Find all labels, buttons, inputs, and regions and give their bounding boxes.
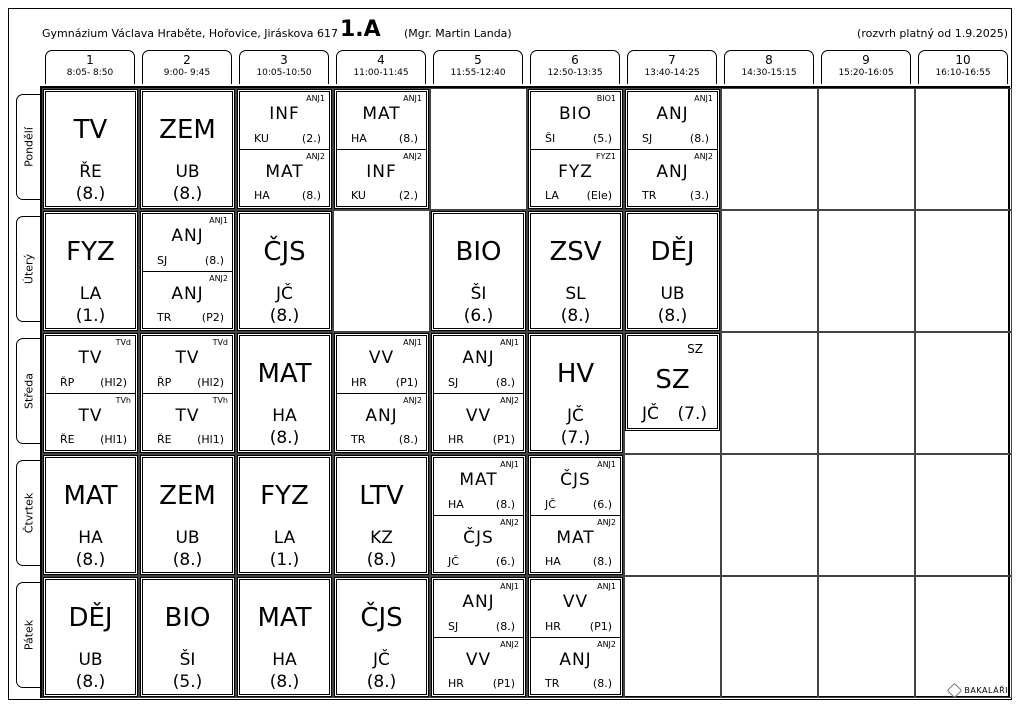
lesson-group-part xyxy=(434,393,523,450)
lesson-card[interactable] xyxy=(140,455,235,575)
lesson-room: (8.) xyxy=(592,677,612,690)
lesson-room: (8.) xyxy=(269,428,300,448)
lesson-card[interactable] xyxy=(625,89,720,209)
lesson-subject: DĚJ xyxy=(68,603,113,633)
lesson-subject: INF xyxy=(269,104,300,124)
lesson-card[interactable] xyxy=(140,211,235,331)
period-number: 6 xyxy=(571,53,579,67)
period-time: 11:00-11:45 xyxy=(353,68,409,78)
lesson-subject: FYZ xyxy=(66,237,115,267)
period-header-7 xyxy=(627,50,717,84)
lesson-teacher: SJ xyxy=(157,254,168,267)
lesson-group: ANJ1 xyxy=(694,94,713,103)
class-teacher: (Mgr. Martin Landa) xyxy=(404,27,512,40)
lesson-room: (P1) xyxy=(492,433,515,446)
class-name: 1.A xyxy=(340,17,381,42)
timetable-cell xyxy=(430,88,527,210)
lesson-card[interactable] xyxy=(528,211,623,331)
lesson-subject: INF xyxy=(366,162,397,182)
lesson-card[interactable] xyxy=(528,333,623,453)
lesson-subject: HV xyxy=(556,359,595,389)
lesson-card[interactable] xyxy=(140,333,235,453)
lesson-card[interactable] xyxy=(334,89,429,209)
lesson-teacher: ŘP xyxy=(60,376,75,389)
lesson-group-part xyxy=(143,336,232,393)
lesson-group: TVh xyxy=(212,396,228,405)
school-name: Gymnázium Václava Hraběte, Hořovice, Jiráskova 617 xyxy=(42,27,338,40)
period-number: 8 xyxy=(765,53,773,67)
lesson-card[interactable] xyxy=(140,577,235,697)
lesson-card[interactable] xyxy=(431,577,526,697)
lesson-teacher: HA xyxy=(351,132,367,145)
timetable-cell xyxy=(721,576,818,698)
period-time: 9:00- 9:45 xyxy=(163,68,211,78)
lesson-subject: DĚJ xyxy=(650,237,695,267)
lesson-subject: TV xyxy=(78,406,103,426)
lesson-group-part xyxy=(240,149,329,206)
period-number: 10 xyxy=(955,53,971,67)
day-label-5 xyxy=(16,582,40,688)
lesson-card[interactable] xyxy=(528,89,623,209)
lesson-room: (8.) xyxy=(269,306,300,326)
period-time: 11:55-12:40 xyxy=(450,68,506,78)
lesson-room: (7.) xyxy=(560,428,591,448)
lesson-subject: ANJ xyxy=(559,650,592,670)
timetable-cell xyxy=(624,454,721,576)
lesson-subject: ANJ xyxy=(462,592,495,612)
bakalari-logo-icon xyxy=(947,683,963,699)
period-header-1 xyxy=(45,50,135,84)
lesson-card[interactable] xyxy=(334,577,429,697)
lesson-subject: BIO xyxy=(164,603,211,633)
lesson-teacher: KU xyxy=(254,132,269,145)
lesson-subject: VV xyxy=(465,650,492,670)
lesson-teacher: HR xyxy=(448,433,464,446)
lesson-card[interactable] xyxy=(43,455,138,575)
lesson-card[interactable] xyxy=(528,577,623,697)
lesson-room: (8.) xyxy=(398,433,418,446)
lesson-room: (8.) xyxy=(172,184,203,204)
period-time: 12:50-13:35 xyxy=(547,68,603,78)
lesson-room: (P1) xyxy=(589,620,612,633)
lesson-subject: ANJ xyxy=(365,406,398,426)
brand-logo xyxy=(949,685,1008,696)
lesson-group: ANJ1 xyxy=(500,338,519,347)
period-header-6 xyxy=(530,50,620,84)
timetable-grid xyxy=(40,86,1010,698)
lesson-group-part xyxy=(337,92,426,149)
lesson-group: ANJ1 xyxy=(209,216,228,225)
timetable-cell xyxy=(624,576,721,698)
day-label-2 xyxy=(16,216,40,322)
timetable-cell xyxy=(721,210,818,332)
lesson-room: (Hl2) xyxy=(100,376,127,389)
lesson-room: (3.) xyxy=(689,189,709,202)
period-header-5 xyxy=(433,50,523,84)
lesson-teacher: JČ xyxy=(373,650,390,670)
lesson-room: (Hl1) xyxy=(197,433,224,446)
lesson-group-part xyxy=(434,580,523,637)
lesson-group: ANJ1 xyxy=(306,94,325,103)
lesson-group-part xyxy=(531,92,620,149)
timetable-cell xyxy=(333,210,430,332)
lesson-subject: ANJ xyxy=(656,104,689,124)
lesson-teacher: SJ xyxy=(448,376,459,389)
lesson-group: ANJ1 xyxy=(403,94,422,103)
period-number: 5 xyxy=(474,53,482,67)
period-header-8 xyxy=(724,50,814,84)
lesson-group-part xyxy=(434,458,523,515)
lesson-room: (6.) xyxy=(463,306,494,326)
lesson-room: (8.) xyxy=(204,254,224,267)
lesson-subject: ZEM xyxy=(159,481,216,511)
lesson-teacher: JČ xyxy=(448,555,459,568)
lesson-teacher: UB xyxy=(175,528,200,548)
timetable-cell xyxy=(915,210,1012,332)
lesson-room: (1.) xyxy=(75,306,106,326)
period-time: 14:30-15:15 xyxy=(741,68,797,78)
lesson-teacher: TR xyxy=(351,433,366,446)
day-name: Pondělí xyxy=(22,127,35,167)
lesson-teacher: HR xyxy=(545,620,561,633)
lesson-group: ANJ2 xyxy=(694,152,713,161)
lesson-teacher: HA xyxy=(78,528,103,548)
timetable-cell xyxy=(818,454,915,576)
lesson-group: ANJ2 xyxy=(500,640,519,649)
lesson-subject: MAT xyxy=(556,528,595,548)
lesson-subject: ČJS xyxy=(463,528,494,548)
lesson-teacher: HA xyxy=(272,406,297,426)
lesson-subject: LTV xyxy=(359,481,404,511)
timetable-cell xyxy=(915,576,1012,698)
lesson-room: (8.) xyxy=(495,376,515,389)
lesson-subject: MAT xyxy=(362,104,401,124)
lesson-teacher: TR xyxy=(545,677,560,690)
lesson-subject: TV xyxy=(175,348,200,368)
lesson-teacher: JČ xyxy=(276,284,293,304)
timetable-cell xyxy=(818,210,915,332)
period-time: 16:10-16:55 xyxy=(935,68,991,78)
lesson-group: ANJ2 xyxy=(597,640,616,649)
lesson-teacher: ŘE xyxy=(157,433,172,446)
lesson-group: ANJ1 xyxy=(403,338,422,347)
lesson-card[interactable] xyxy=(431,455,526,575)
lesson-group: ANJ2 xyxy=(403,396,422,405)
lesson-room: (8.) xyxy=(269,672,300,692)
lesson-card[interactable] xyxy=(237,455,332,575)
lesson-subject: ANJ xyxy=(656,162,689,182)
lesson-teacher: ŘP xyxy=(157,376,172,389)
lesson-group: FYZ1 xyxy=(595,152,616,161)
lesson-group: ANJ2 xyxy=(306,152,325,161)
lesson-teacher: UB xyxy=(660,284,685,304)
timetable-cell xyxy=(818,332,915,454)
lesson-subject: TV xyxy=(175,406,200,426)
lesson-teacher: ŘE xyxy=(60,433,75,446)
lesson-room: (P2) xyxy=(201,311,224,324)
lesson-group-part xyxy=(628,92,717,149)
lesson-room: (P1) xyxy=(492,677,515,690)
lesson-group: ANJ1 xyxy=(597,582,616,591)
lesson-room: (8.) xyxy=(495,620,515,633)
lesson-room: (Ele) xyxy=(586,189,612,202)
lesson-group: TVh xyxy=(115,396,131,405)
timetable-cell xyxy=(721,454,818,576)
lesson-room: (6.) xyxy=(592,498,612,511)
lesson-subject: MAT xyxy=(459,470,498,490)
lesson-teacher: SJ xyxy=(448,620,459,633)
lesson-teacher: UB xyxy=(78,650,103,670)
lesson-card[interactable] xyxy=(334,455,429,575)
lesson-subject: ANJ xyxy=(171,284,204,304)
timetable-cell xyxy=(818,88,915,210)
lesson-group-part xyxy=(143,271,232,328)
day-name: Pátek xyxy=(22,619,35,651)
lesson-group-part xyxy=(337,149,426,206)
lesson-subject: BIO xyxy=(455,237,502,267)
lesson-teacher: JČ xyxy=(567,406,584,426)
period-header-9 xyxy=(821,50,911,84)
period-number: 4 xyxy=(377,53,385,67)
lesson-subject: ZSV xyxy=(549,237,602,267)
lesson-room: (5.) xyxy=(172,672,203,692)
lesson-card[interactable] xyxy=(237,89,332,209)
lesson-subject: VV xyxy=(465,406,492,426)
period-number: 1 xyxy=(86,53,94,67)
lesson-group-part xyxy=(628,149,717,206)
lesson-subject: SZ xyxy=(655,365,690,395)
lesson-card[interactable] xyxy=(43,89,138,209)
lesson-room: (8.) xyxy=(689,132,709,145)
lesson-teacher: HA xyxy=(545,555,561,568)
lesson-subject: BIO xyxy=(558,104,593,124)
lesson-room: (8.) xyxy=(657,306,688,326)
lesson-room: (8.) xyxy=(75,184,106,204)
lesson-group: ANJ1 xyxy=(500,460,519,469)
lesson-group-part xyxy=(531,515,620,572)
lesson-card[interactable] xyxy=(237,211,332,331)
lesson-group-part xyxy=(434,637,523,694)
lesson-card[interactable] xyxy=(528,455,623,575)
lesson-teacher: JČ xyxy=(642,404,659,424)
lesson-card[interactable] xyxy=(237,333,332,453)
period-time: 15:20-16:05 xyxy=(838,68,894,78)
lesson-room: (8.) xyxy=(172,550,203,570)
lesson-group: BIO1 xyxy=(596,94,616,103)
day-label-3 xyxy=(16,338,40,444)
lesson-subject: VV xyxy=(368,348,395,368)
day-name: Středa xyxy=(22,372,35,410)
lesson-room: (1.) xyxy=(269,550,300,570)
period-number: 2 xyxy=(183,53,191,67)
lesson-room: (5.) xyxy=(592,132,612,145)
lesson-subject: MAT xyxy=(265,162,304,182)
lesson-card[interactable] xyxy=(431,211,526,331)
period-header-10 xyxy=(918,50,1008,84)
lesson-subject: ZEM xyxy=(159,115,216,145)
lesson-group-part xyxy=(531,580,620,637)
period-header-4 xyxy=(336,50,426,84)
lesson-teacher: TR xyxy=(642,189,657,202)
lesson-group-part xyxy=(337,336,426,393)
lesson-group: TVd xyxy=(212,338,228,347)
lesson-group: ANJ1 xyxy=(597,460,616,469)
lesson-teacher: KU xyxy=(351,189,366,202)
timetable-cell xyxy=(915,454,1012,576)
timetable-cell xyxy=(915,88,1012,210)
lesson-group: ANJ2 xyxy=(209,274,228,283)
lesson-card[interactable] xyxy=(43,333,138,453)
period-time: 10:05-10:50 xyxy=(256,68,312,78)
lesson-teacher: TR xyxy=(157,311,172,324)
lesson-teacher: LA xyxy=(79,284,102,304)
timetable-cell xyxy=(818,576,915,698)
lesson-group: ANJ1 xyxy=(500,582,519,591)
lesson-room: (8.) xyxy=(560,306,591,326)
lesson-subject: MAT xyxy=(63,481,118,511)
lesson-room: (8.) xyxy=(592,555,612,568)
lesson-subject: FYZ xyxy=(260,481,309,511)
lesson-room: (7.) xyxy=(677,404,707,424)
validity-note: (rozvrh platný od 1.9.2025) xyxy=(857,27,1008,40)
lesson-card[interactable] xyxy=(43,211,138,331)
day-label-4 xyxy=(16,460,40,566)
lesson-group-part xyxy=(240,92,329,149)
lesson-group-part xyxy=(434,336,523,393)
day-label-1 xyxy=(16,94,40,200)
lesson-teacher: SJ xyxy=(642,132,653,145)
lesson-teacher: ŠI xyxy=(179,650,196,670)
lesson-card[interactable] xyxy=(140,89,235,209)
lesson-teacher: ŘE xyxy=(79,162,102,182)
period-number: 7 xyxy=(668,53,676,67)
lesson-room: (P1) xyxy=(395,376,418,389)
lesson-subject: ANJ xyxy=(171,226,204,246)
lesson-teacher: KZ xyxy=(370,528,393,548)
lesson-room: (8.) xyxy=(398,132,418,145)
period-header-2 xyxy=(142,50,232,84)
lesson-room: (Hl1) xyxy=(100,433,127,446)
lesson-teacher: JČ xyxy=(545,498,556,511)
timetable-cell xyxy=(915,332,1012,454)
lesson-group: TVd xyxy=(115,338,131,347)
lesson-group: ANJ2 xyxy=(597,518,616,527)
lesson-group-part xyxy=(531,149,620,206)
period-time: 13:40-14:25 xyxy=(644,68,700,78)
lesson-group-part xyxy=(46,393,135,450)
lesson-room: (8.) xyxy=(366,672,397,692)
lesson-teacher: LA xyxy=(545,189,559,202)
lesson-subject: ČJS xyxy=(360,603,403,633)
lesson-card[interactable] xyxy=(625,211,720,331)
lesson-card[interactable] xyxy=(431,333,526,453)
lesson-room: (8.) xyxy=(495,498,515,511)
day-name: Čtvrtek xyxy=(22,492,35,534)
period-time: 8:05- 8:50 xyxy=(66,68,114,78)
lesson-card[interactable] xyxy=(625,333,720,431)
lesson-teacher: HR xyxy=(351,376,367,389)
lesson-group: ANJ2 xyxy=(403,152,422,161)
lesson-card[interactable] xyxy=(334,333,429,453)
lesson-room: (8.) xyxy=(75,550,106,570)
lesson-teacher: LA xyxy=(273,528,296,548)
lesson-group-part xyxy=(531,458,620,515)
lesson-group: SZ xyxy=(687,342,703,356)
lesson-subject: VV xyxy=(562,592,589,612)
lesson-teacher: ŠI xyxy=(470,284,487,304)
lesson-group-part xyxy=(46,336,135,393)
lesson-teacher: HA xyxy=(254,189,270,202)
lesson-room: (6.) xyxy=(495,555,515,568)
lesson-subject: ČJS xyxy=(263,237,306,267)
lesson-subject: FYZ xyxy=(558,162,593,182)
period-header-3 xyxy=(239,50,329,84)
lesson-teacher: HA xyxy=(448,498,464,511)
lesson-subject: ANJ xyxy=(462,348,495,368)
lesson-room: (Hl2) xyxy=(197,376,224,389)
lesson-group-part xyxy=(143,393,232,450)
lesson-subject: TV xyxy=(78,348,103,368)
lesson-subject: TV xyxy=(73,115,108,145)
lesson-room: (8.) xyxy=(366,550,397,570)
lesson-subject: MAT xyxy=(257,359,312,389)
lesson-room: (2.) xyxy=(398,189,418,202)
period-number: 3 xyxy=(280,53,288,67)
period-number: 9 xyxy=(862,53,870,67)
lesson-teacher: SL xyxy=(565,284,586,304)
lesson-card[interactable] xyxy=(237,577,332,697)
lesson-subject: MAT xyxy=(257,603,312,633)
lesson-subject: ČJS xyxy=(560,470,591,490)
lesson-room: (8.) xyxy=(301,189,321,202)
lesson-group-part xyxy=(337,393,426,450)
lesson-room: (8.) xyxy=(75,672,106,692)
lesson-teacher: HA xyxy=(272,650,297,670)
lesson-group: ANJ2 xyxy=(500,396,519,405)
lesson-group: ANJ2 xyxy=(500,518,519,527)
lesson-card[interactable] xyxy=(43,577,138,697)
timetable-cell xyxy=(721,332,818,454)
lesson-group-part xyxy=(434,515,523,572)
lesson-group-part xyxy=(143,214,232,271)
brand-text: BAKALÁŘI xyxy=(964,686,1008,695)
day-name: Úterý xyxy=(22,253,35,285)
lesson-teacher: ŠI xyxy=(545,132,556,145)
lesson-teacher: HR xyxy=(448,677,464,690)
lesson-group-part xyxy=(531,637,620,694)
lesson-teacher: UB xyxy=(175,162,200,182)
timetable-cell xyxy=(721,88,818,210)
lesson-room: (2.) xyxy=(301,132,321,145)
